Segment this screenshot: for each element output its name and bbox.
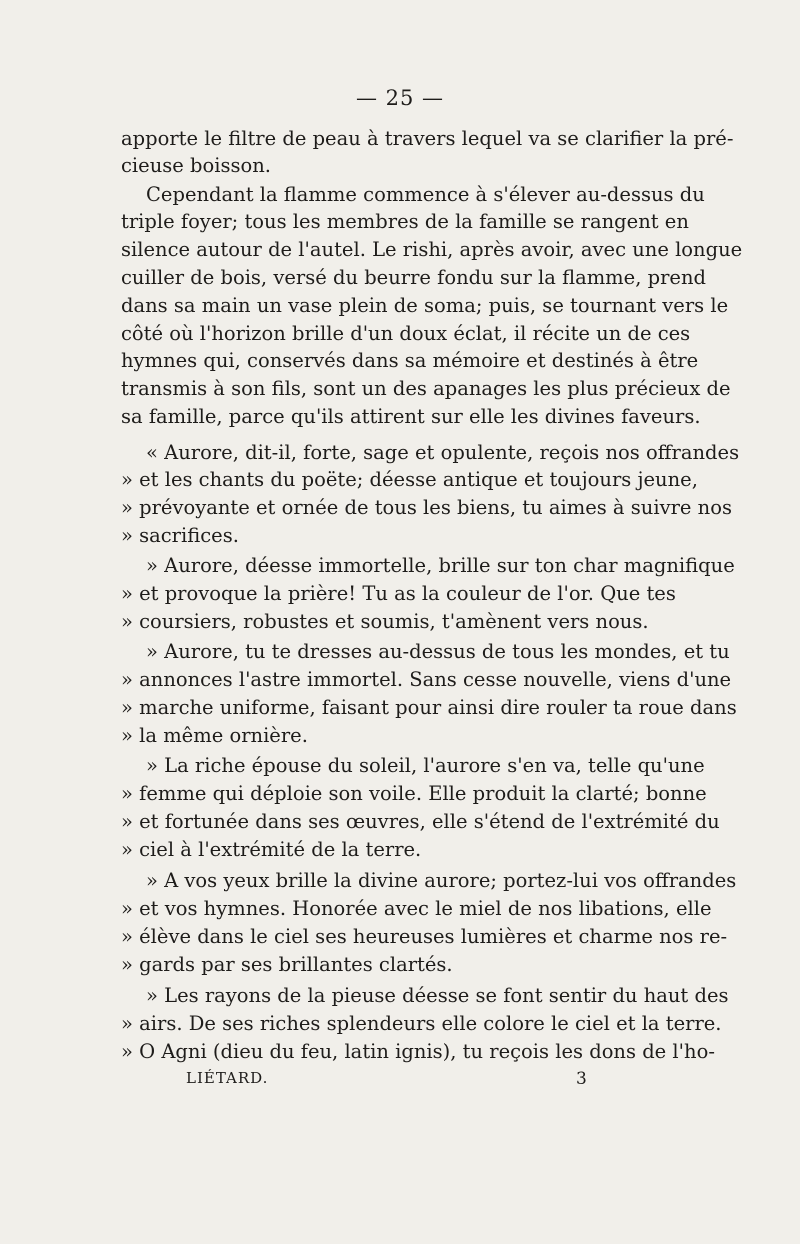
text-span: silence autour de l'autel. Le rishi, après avoir, avec une longue — [121, 238, 743, 261]
text-line: » coursiers, robustes et soumis, t'amènent vers nous. — [121, 610, 649, 633]
sheet-number: 3 — [576, 1069, 588, 1089]
text-line: » Aurore, déesse immortelle, brille sur ton char magnifique — [146, 554, 735, 577]
text-line: » et fortunée dans ses œuvres, elle s'étend de l'extrémité du — [121, 810, 720, 833]
text-line: triple foyer; tous les membres de la famille se rangent en — [121, 210, 689, 233]
text-line: transmis à son fils, sont un des apanages les plus précieux de — [121, 377, 731, 400]
text-line: » gards par ses brillantes clartés. — [121, 953, 453, 976]
printer-signature: LIÉTARD. — [186, 1069, 269, 1087]
text-line: » marche uniforme, faisant pour ainsi dire rouler ta roue dans — [121, 696, 737, 719]
text-line: » Aurore, tu te dresses au-dessus de tous les mondes, et tu — [146, 640, 730, 663]
text-line: » la même ornière. — [121, 724, 308, 747]
text-line: cieuse boisson. — [121, 154, 271, 177]
text-line: » sacrifices. — [121, 524, 239, 547]
text-line: » et vos hymnes. Honorée avec le miel de nos libations, elle — [121, 897, 712, 920]
text-line: » et les chants du poëte; déesse antique et toujours jeune, — [121, 468, 698, 491]
text-line: » Les rayons de la pieuse déesse se font sentir du haut des — [146, 984, 729, 1007]
text-line: apporte le filtre de peau à travers lequel va se clarifier la pré- — [121, 127, 734, 150]
text-line: sa famille, parce qu'ils attirent sur elle les divines faveurs. — [121, 405, 701, 428]
text-line: côté où l'horizon brille d'un doux éclat, il récite un de ces — [121, 322, 691, 345]
text-line: » La riche épouse du soleil, l'aurore s'en va, telle qu'une — [146, 754, 705, 777]
text-line: » prévoyante et ornée de tous les biens, tu aimes à suivre nos — [121, 496, 732, 519]
page-number: — 25 — — [355, 86, 445, 110]
page-footer — [0, 1069, 800, 1095]
text-line: » annonces l'astre immortel. Sans cesse nouvelle, viens d'une — [121, 668, 732, 691]
text-line: » ciel à l'extrémité de la terre. — [121, 838, 422, 861]
text-line: cuiller de bois, versé du beurre fondu sur la flamme, prend — [121, 266, 706, 289]
text-line: Cependant la flamme commence à s'élever au-dessus du — [146, 183, 705, 206]
text-line: » et provoque la prière! Tu as la couleur de l'or. Que tes — [121, 582, 676, 605]
text-line: dans sa main un vase plein de soma; puis, se tournant vers le — [121, 294, 729, 317]
text-line: » élève dans le ciel ses heureuses lumières et charme nos re- — [121, 925, 728, 948]
text-line: « Aurore, dit-il, forte, sage et opulente, reçois nos offrandes — [146, 441, 740, 464]
text-line: » O Agni (dieu du feu, latin ignis), tu reçois les dons de l'ho- — [121, 1040, 715, 1063]
text-line: » A vos yeux brille la divine aurore; portez-lui vos offrandes — [146, 869, 737, 892]
text-line: » airs. De ses riches splendeurs elle colore le ciel et la terre. — [121, 1012, 722, 1035]
text-line — [121, 237, 743, 263]
text-line: » femme qui déploie son voile. Elle produit la clarté; bonne — [121, 782, 707, 805]
text-line: hymnes qui, conservés dans sa mémoire et destinés à être — [121, 349, 699, 372]
